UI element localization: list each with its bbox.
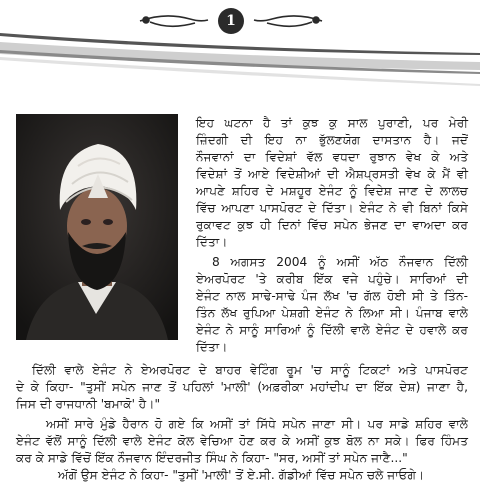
text-line: ਏਅਰਪੋਰਟ 'ਤੇ ਕਰੀਬ ਇੱਕ ਵਜੇ ਪਹੁੰਚੇ। ਸਾਰਿਆਂ ਦੀ — [196, 272, 468, 286]
text-line: ਦਿੱਤਾ। — [196, 235, 228, 249]
text-line: ਅਸੀਂ ਸਾਰੇ ਮੁੰਡੇ ਹੈਰਾਨ ਹੋ ਗਏ ਕਿ ਅਸੀਂ ਤਾਂ ਸਿੱਧੇ ਸਪੇਨ ਜਾਣਾ ਸੀ। ਪਰ ਸਾਡੇ ਸ਼ਹਿਰ ਵਾਲੇ — [46, 417, 468, 431]
text-line: ਏਜੰਟ ਨਾਲ ਸਾਢੇ-ਸਾਢੇ ਪੰਜ ਲੱਖ 'ਚ ਗੱਲ ਹੋਈ ਸੀ ਤੇ ਤਿੰਨ- — [196, 289, 468, 303]
text-line: ਜ਼ਿੰਦਗੀ ਦੀ ਇਹ ਨਾ ਭੁੱਲਣਯੋਗ ਦਾਸਤਾਨ ਹੈ। ਜਦੋਂ — [196, 133, 468, 147]
chapter-number-badge: 1 — [218, 8, 244, 34]
text-line: ਜਿਸ ਦੀ ਰਾਜਧਾਨੀ 'ਬਮਾਕੋ' ਹੈ।" — [16, 397, 161, 411]
text-line: ਏਜੰਟ ਵੱਲੋਂ ਸਾਨੂੰ ਦਿੱਲੀ ਵਾਲੇ ਏਜੰਟ ਕੋਲ ਵੇਚਿਆ ਹੋਣ ਕਰ ਕੇ ਅਸੀਂ ਕੁਝ ਬੋਲ ਨਾ ਸਕੇ। ਫਿਰ ਹਿੰਮਤ — [16, 434, 468, 448]
text-line: ਇਹ ਘਟਨਾ ਹੈ ਤਾਂ ਕੁਝ ਕੁ ਸਾਲ ਪੁਰਾਣੀ, ਪਰ ਮੇਰੀ — [196, 116, 468, 130]
text-line: ਕਰ ਕੇ ਸਾਡੇ ਵਿੱਚੋਂ ਇੱਕ ਨੌਜਵਾਨ ਇੰਦਰਜੀਤ ਸਿੰਘ ਨੇ ਕਿਹਾ- "ਸਰ, ਅਸੀਂ ਤਾਂ ਸਪੇਨ ਜਾਣੈ..." — [16, 451, 408, 465]
text-line: ਨੌਜਵਾਨਾਂ ਦਾ ਵਿਦੇਸ਼ਾਂ ਵੱਲ ਵਧਦਾ ਰੁਝਾਨ ਵੇਖ ਕੇ ਅਤੇ — [196, 150, 468, 164]
text-line: ਵਿਦੇਸ਼ਾਂ ਤੋਂ ਆਏ ਵਿਦੇਸ਼ੀਆਂ ਦੀ ਐਸ਼ਪ੍ਰਸਤੀ ਵੇਖ ਕੇ ਮੈਂ ਵੀ — [196, 167, 468, 181]
text-line: ਦੇ ਕੇ ਕਿਹਾ- "ਤੁਸੀਂ ਸਪੇਨ ਜਾਣ ਤੋਂ ਪਹਿਲਾਂ 'ਮਾਲੀ' (ਅਫ਼ਰੀਕਾ ਮਹਾਂਦੀਪ ਦਾ ਇੱਕ ਦੇਸ਼) ਜਾਣਾ ਹੈ, — [16, 380, 468, 394]
left-scroll-ornament-icon — [140, 16, 208, 26]
text-line: ਵਿੱਚ ਆਪਣਾ ਪਾਸਪੋਰਟ ਦੇ ਦਿੱਤਾ। ਏਜੰਟ ਨੇ ਵੀ ਬਿਨਾਂ ਕਿਸੇ — [196, 201, 468, 215]
portrait-photo-icon — [16, 114, 178, 340]
text-line: ਰੁਕਾਵਟ ਕੁਝ ਹੀ ਦਿਨਾਂ ਵਿੱਚ ਸਪੇਨ ਭੇਜਣ ਦਾ ਵਾਅਦਾ ਕਰ — [196, 218, 468, 232]
text-line: ਦਿੱਤਾ। — [196, 340, 228, 354]
text-line: ਦਿੱਲੀ ਵਾਲੇ ਏਜੰਟ ਨੇ ਏਅਰਪੋਰਟ ਦੇ ਬਾਹਰ ਵੇਟਿੰਗ ਰੂਮ 'ਚ ਸਾਨੂੰ ਟਿਕਟਾਂ ਅਤੇ ਪਾਸਪੋਰਟ — [32, 363, 468, 377]
text-line: 8 ਅਗਸਤ 2004 ਨੂੰ ਅਸੀਂ ਅੱਠ ਨੌਜਵਾਨ ਦਿੱਲੀ — [212, 255, 468, 269]
text-line: ਏਜੰਟ ਨੇ ਸਾਨੂੰ ਸਾਰਿਆਂ ਨੂੰ ਦਿੱਲੀ ਵਾਲੇ ਏਜੰਟ ਦੇ ਹਵਾਲੇ ਕਰ — [196, 323, 468, 337]
text-line: ਤਿੰਨ ਲੱਖ ਰੁਪਿਆ ਪੇਸ਼ਗੀ ਏਜੰਟ ਨੇ ਲਿਆ ਸੀ। ਪੰਜਾਬ ਵਾਲੇ — [196, 306, 468, 320]
text-line: ਅੱਗੋਂ ਉਸ ਏਜੰਟ ਨੇ ਕਿਹਾ- "ਤੁਸੀਂ 'ਮਾਲੀ' ਤੋਂ ਏ.ਸੀ. ਗੱਡੀਆਂ ਵਿੱਚ ਸਪੇਨ ਚਲੇ ਜਾਓਗੇ। — [58, 468, 425, 482]
text-line: ਆਪਣੇ ਸ਼ਹਿਰ ਦੇ ਮਸ਼ਹੂਰ ਏਜੰਟ ਨੂੰ ਵਿਦੇਸ਼ ਜਾਣ ਦੇ ਲਾਲਚ — [196, 184, 468, 198]
right-scroll-ornament-icon — [254, 16, 322, 26]
